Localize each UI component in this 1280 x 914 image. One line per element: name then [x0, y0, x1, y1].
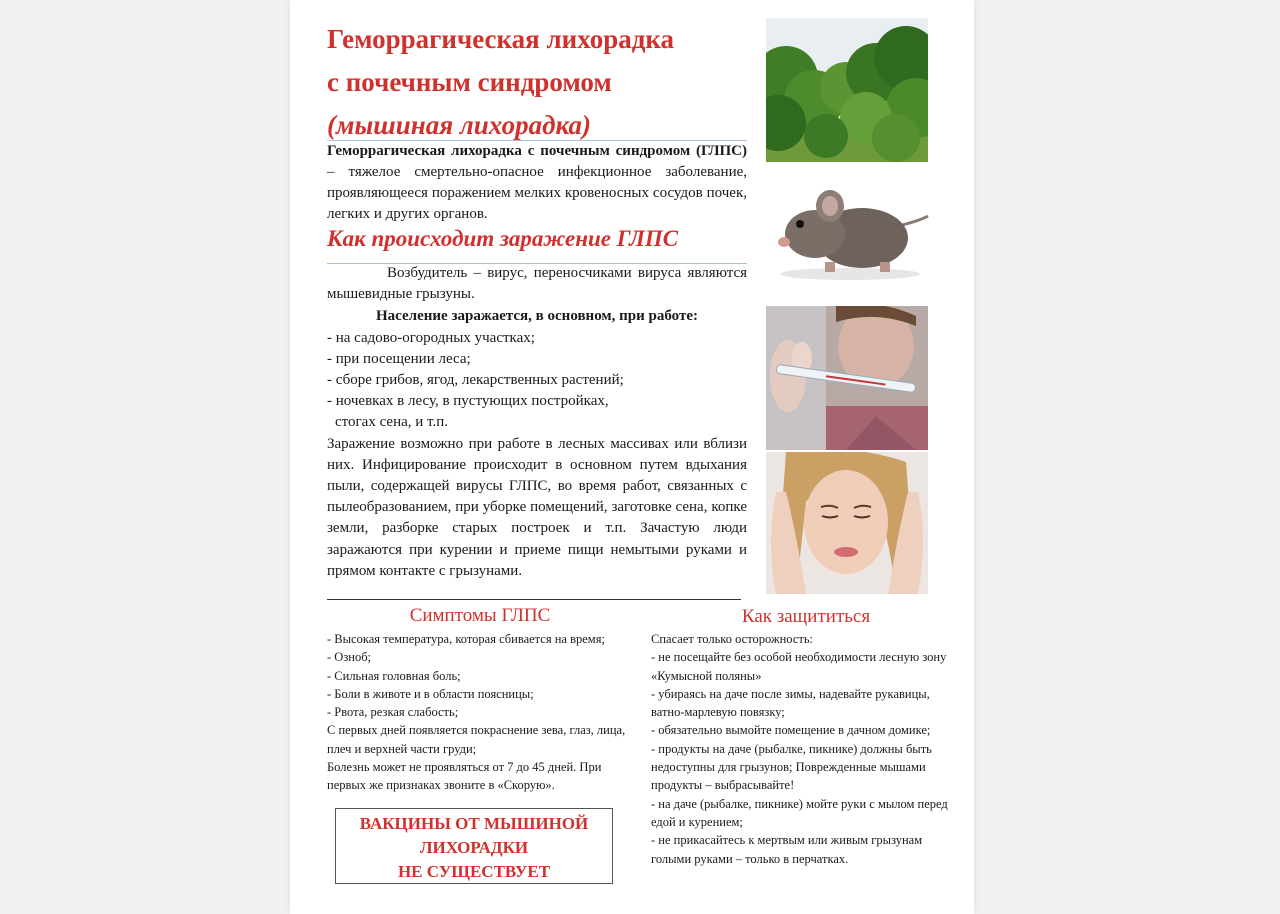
leaflet-title — [327, 18, 747, 147]
forest-photo — [766, 18, 928, 162]
protect-heading: Как защититься — [741, 606, 871, 627]
list-item: - на садово-огородных участках; — [327, 329, 535, 346]
vaccine-line-1: ВАКЦИНЫ ОТ МЫШИНОЙ — [359, 814, 589, 833]
mouse-photo — [770, 166, 930, 282]
symptom-item: - Высокая температура, которая сбивается на время; — [327, 632, 605, 646]
infection-heading: Как происходит заражение ГЛПС — [327, 226, 679, 251]
vaccine-warning-box — [335, 808, 613, 884]
symptoms-list — [327, 630, 637, 795]
symptoms-heading: Симптомы ГЛПС — [409, 605, 551, 626]
list-item: - ночевках в лесу, в пустующих постройках, — [327, 393, 609, 410]
protect-item: - обязательно вымойте помещение в дачном домике; — [651, 723, 931, 738]
symptom-note: С первых дней появляется покраснение зева, глаз, лица, плеч и верхней части груди; — [327, 723, 626, 756]
symptom-item: - Сильная головная боль; — [327, 668, 461, 683]
title-line-3: (мышиная лихорадка) — [327, 110, 591, 140]
protect-item: - на даче (рыбалке, пикнике) мойте руки с мылом перед едой и курением; — [651, 796, 948, 829]
symptom-note: Болезнь может не проявляться от 7 до 45 дней. При первых же признаках звоните в «Скорую». — [327, 760, 602, 793]
pathogen-paragraph: Возбудитель – вирус, переносчиками вируса являются мышевидные грызуны. — [327, 265, 747, 303]
protect-item: - продукты на даче (рыбалке, пикнике) должны быть недоступны для грызунов; Поврежденные мышами продукты – выбрасывайте! — [651, 741, 932, 793]
protect-item: - не посещайте без особой необходимости лесную зону «Кумысной поляны» — [651, 650, 947, 683]
vaccine-line-2: ЛИХОРАДКИ — [419, 838, 529, 857]
protect-list — [651, 630, 963, 868]
population-heading: Население заражается, в основном, при работе: — [376, 308, 698, 325]
infection-body — [327, 263, 747, 582]
headache-photo — [766, 452, 928, 594]
intro-text: – тяжелое смертельно-опасное инфекционное заболевание, проявляющееся поражением мелких кровеносных сосудов почек, легких и других органов. — [327, 164, 747, 222]
vaccine-line-3: НЕ СУЩЕСТВУЕТ — [397, 862, 551, 881]
list-item: - при посещении леса; — [327, 350, 471, 367]
protect-item: Спасает только осторожность: — [651, 632, 814, 646]
section-divider — [327, 599, 741, 600]
protect-item: - не прикасайтесь к мертвым или живым грызунам голыми руками – только в перчатках. — [651, 833, 923, 866]
symptom-item: - Боли в животе и в области поясницы; — [327, 686, 534, 701]
protect-item: - убираясь на даче после зимы, надевайте рукавицы, ватно-марлевую повязку; — [651, 686, 930, 720]
intro-paragraph — [327, 141, 747, 225]
infection-paragraph: Заражение возможно при работе в лесных массивах или вблизи них. Инфицирование происходит в основном путем вдыхания пыли, содержащей вирусы ГЛПС, во время работ, связанных с пылеобразованием, при уборке помещений, заготовке сена, копке земли, разборке старых построек и т.п. Зачастую люди заражаются при курении и приеме пищи немытыми руками и прямом контакте с грызунами. — [327, 435, 747, 579]
title-line-2: с почечным синдромом — [327, 67, 612, 97]
title-line-1: Геморрагическая лихорадка — [327, 24, 675, 54]
intro-term: Геморрагическая лихорадка с почечным синдромом (ГЛПС) — [327, 143, 747, 159]
list-item: стогах сена, и т.п. — [335, 414, 448, 431]
list-item: - сборе грибов, ягод, лекарственных растений; — [327, 372, 624, 389]
symptom-item: - Рвота, резкая слабость; — [327, 705, 459, 720]
thermometer-photo — [766, 306, 928, 450]
symptom-item: - Озноб; — [327, 650, 372, 665]
